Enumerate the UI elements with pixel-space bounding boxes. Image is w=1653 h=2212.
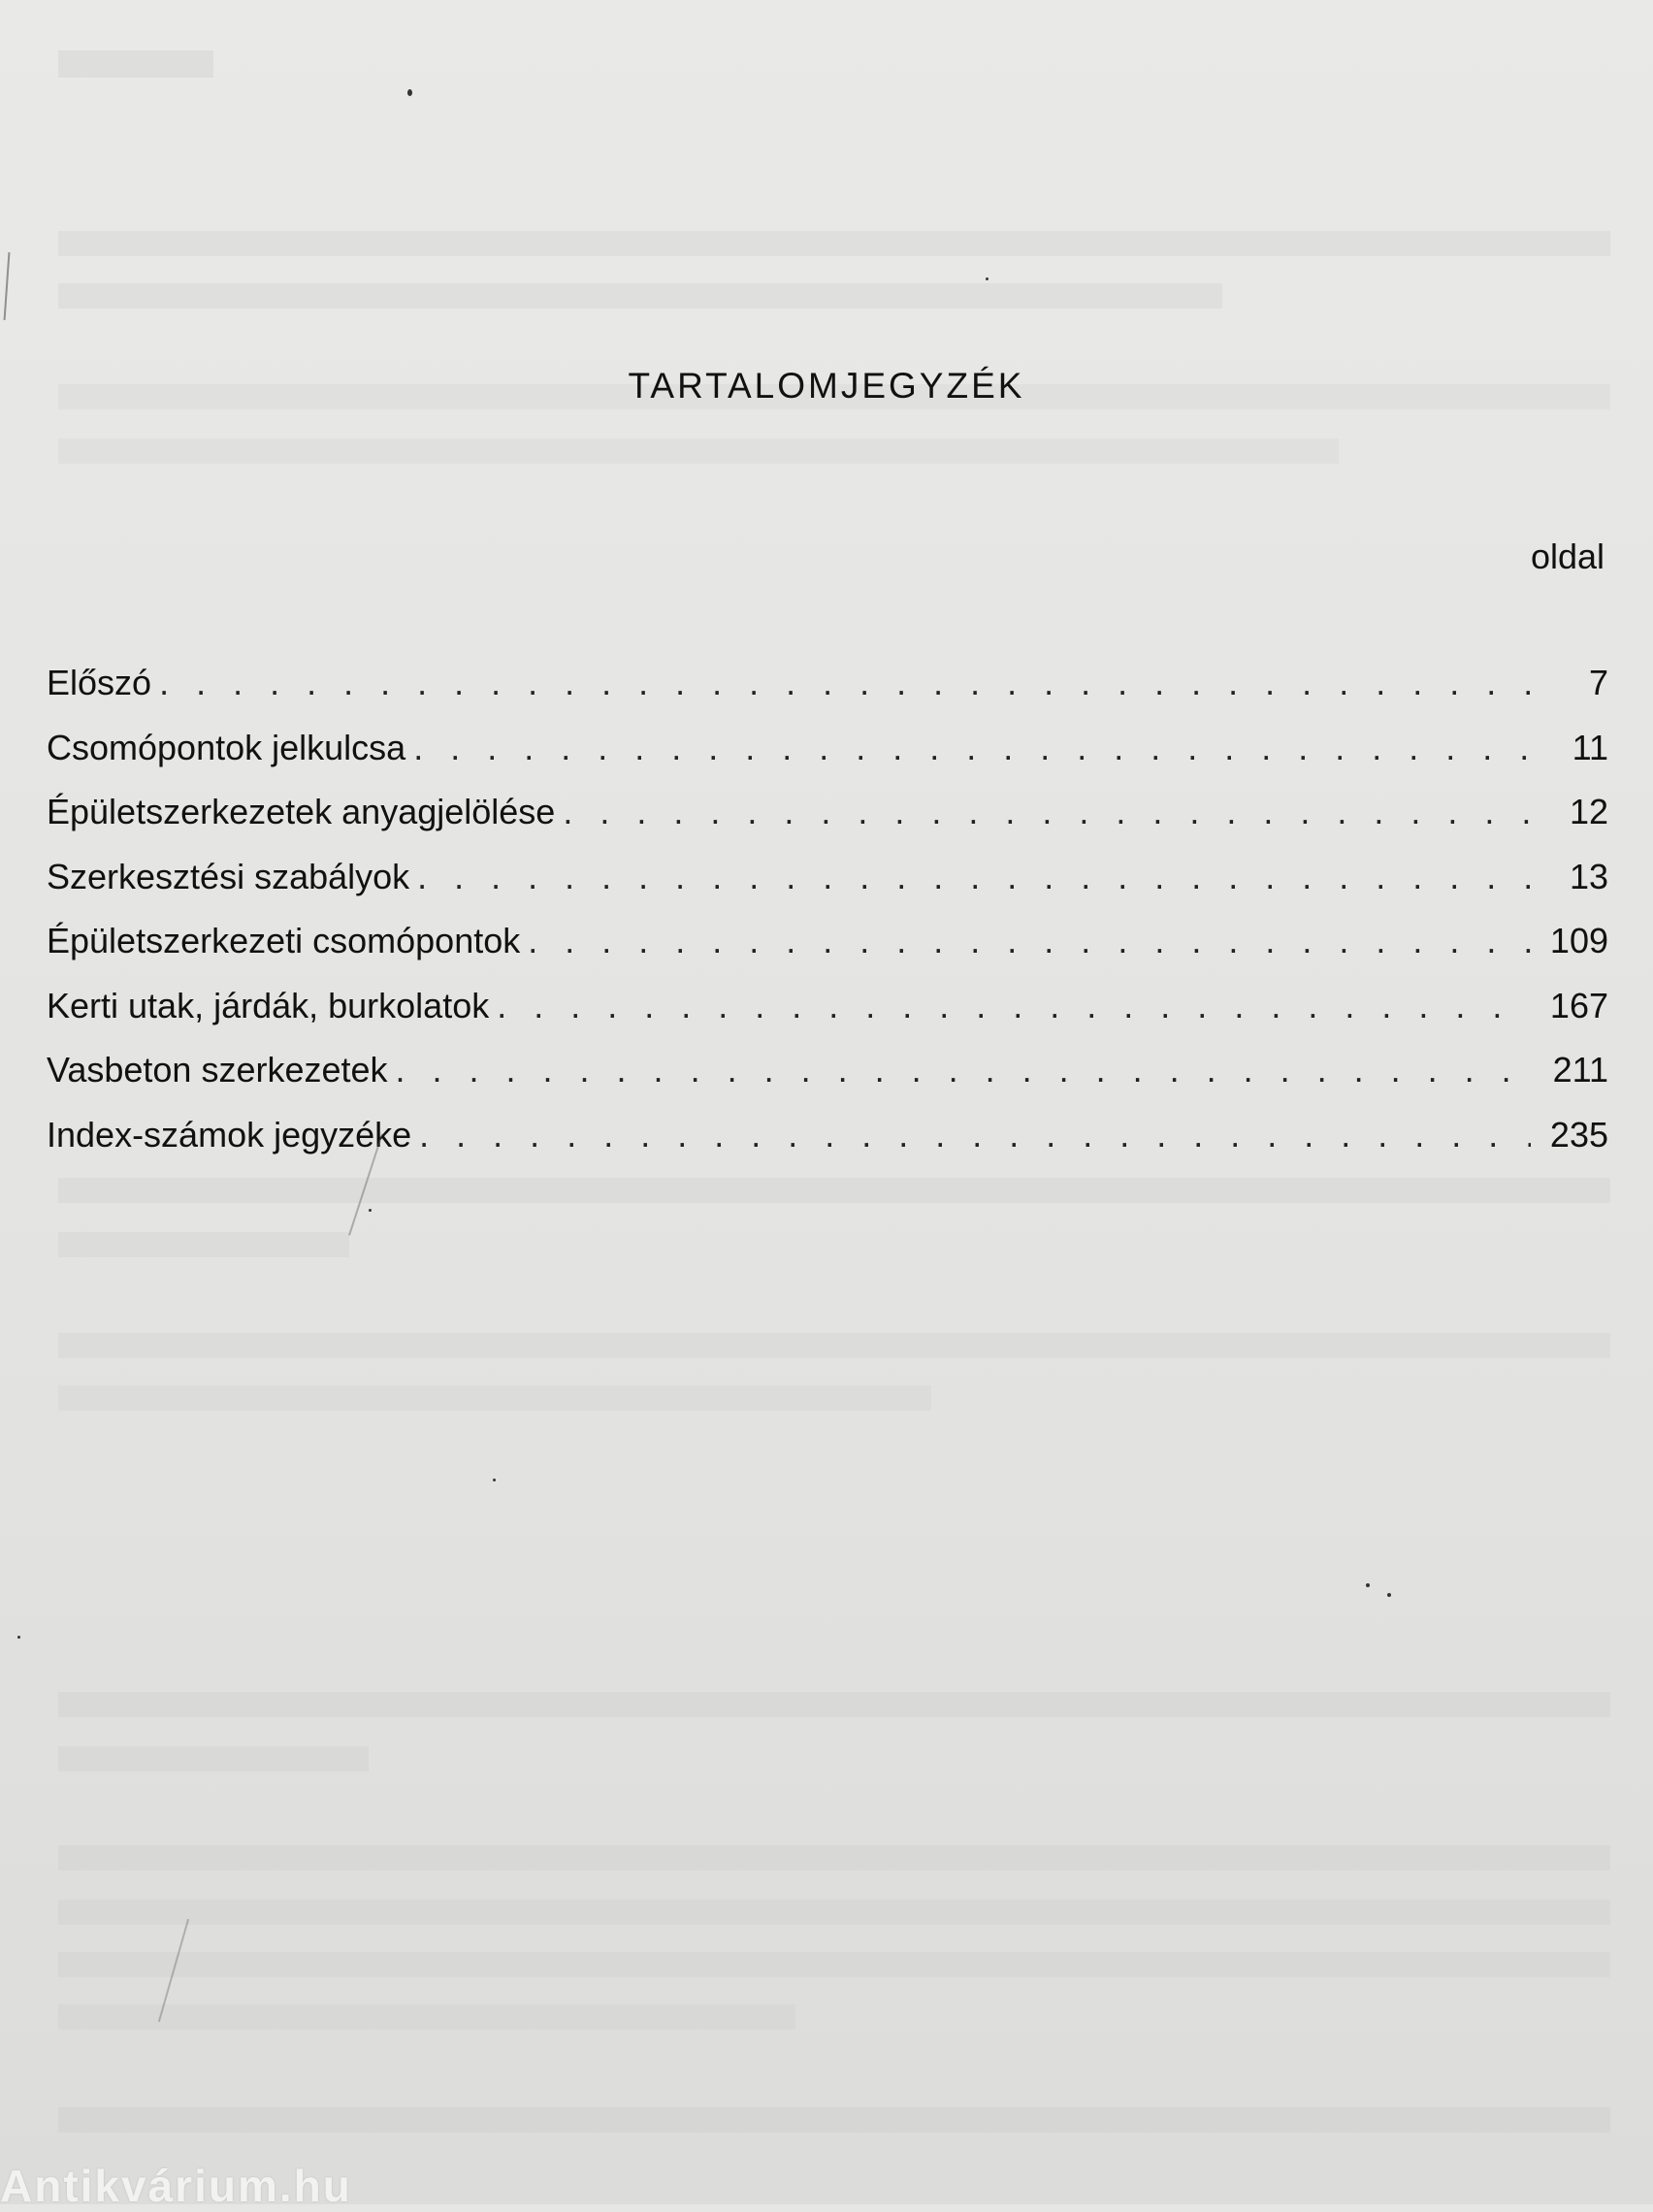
bleed-through-line	[58, 1232, 349, 1257]
toc-entry-page: 12	[1569, 792, 1608, 831]
table-of-contents	[47, 663, 1608, 1179]
toc-entry-label: Épületszerkezetek anyagjelölése	[47, 792, 556, 831]
toc-entry-page: 13	[1569, 856, 1608, 896]
page-title: TARTALOMJEGYZÉK	[628, 365, 1025, 406]
toc-entry	[47, 921, 1608, 986]
toc-entry	[47, 792, 1608, 857]
scan-speck	[407, 89, 412, 96]
scan-speck	[369, 1209, 372, 1212]
toc-entry	[47, 857, 1608, 922]
bleed-through-line	[58, 1692, 1610, 1717]
scan-speck	[17, 1636, 20, 1639]
bleed-through-line	[58, 1746, 369, 1772]
bleed-through-line	[58, 1333, 1610, 1358]
toc-leader-dots	[419, 1115, 1531, 1155]
scan-speck	[986, 277, 989, 280]
toc-entry-page: 235	[1549, 1114, 1608, 1155]
scan-scratch	[4, 252, 11, 320]
toc-leader-dots	[563, 792, 1531, 832]
bleed-through-line	[58, 1845, 1610, 1870]
toc-entry	[47, 728, 1608, 793]
bleed-through-line	[58, 50, 213, 78]
scan-speck	[493, 1479, 496, 1481]
toc-leader-dots	[528, 921, 1531, 961]
page-column-label: oldal	[1530, 537, 1604, 576]
toc-leader-dots	[396, 1050, 1531, 1090]
toc-entry-page: 211	[1552, 1050, 1608, 1090]
toc-entry-page: 109	[1549, 921, 1608, 960]
bleed-through-line	[58, 2004, 795, 2030]
bleed-through-line	[58, 283, 1222, 309]
toc-entry-label: Szerkesztési szabályok	[47, 856, 410, 896]
toc-entry-label: Épületszerkezeti csomópontok	[47, 921, 521, 960]
bleed-through-line	[58, 1900, 1610, 1925]
bleed-through-line	[58, 1952, 1610, 1977]
scan-speck	[1366, 1583, 1370, 1587]
toc-entry-page: 11	[1572, 727, 1608, 767]
bleed-through-line	[58, 1178, 1610, 1203]
bleed-through-line	[58, 2107, 1610, 2132]
toc-entry	[47, 1115, 1608, 1180]
toc-leader-dots	[159, 663, 1531, 703]
toc-entry-label: Index-számok jegyzéke	[47, 1114, 412, 1155]
toc-entry	[47, 663, 1608, 728]
toc-entry	[47, 1050, 1608, 1115]
toc-entry-label: Kerti utak, járdák, burkolatok	[47, 985, 490, 1025]
toc-entry-label: Vasbeton szerkezetek	[47, 1050, 388, 1090]
bleed-through-line	[58, 439, 1339, 464]
scan-speck	[1387, 1593, 1391, 1597]
toc-entry	[47, 986, 1608, 1051]
toc-entry-page: 7	[1588, 663, 1608, 702]
bleed-through-line	[58, 231, 1610, 256]
bleed-through-line	[58, 1385, 931, 1411]
toc-leader-dots	[417, 857, 1531, 897]
toc-leader-dots	[497, 986, 1531, 1026]
toc-entry-label: Előszó	[47, 663, 152, 702]
watermark-text: Antikvárium.hu	[0, 2161, 352, 2211]
toc-entry-label: Csomópontok jelkulcsa	[47, 727, 406, 767]
toc-leader-dots	[413, 728, 1531, 768]
toc-entry-page: 167	[1549, 985, 1608, 1025]
